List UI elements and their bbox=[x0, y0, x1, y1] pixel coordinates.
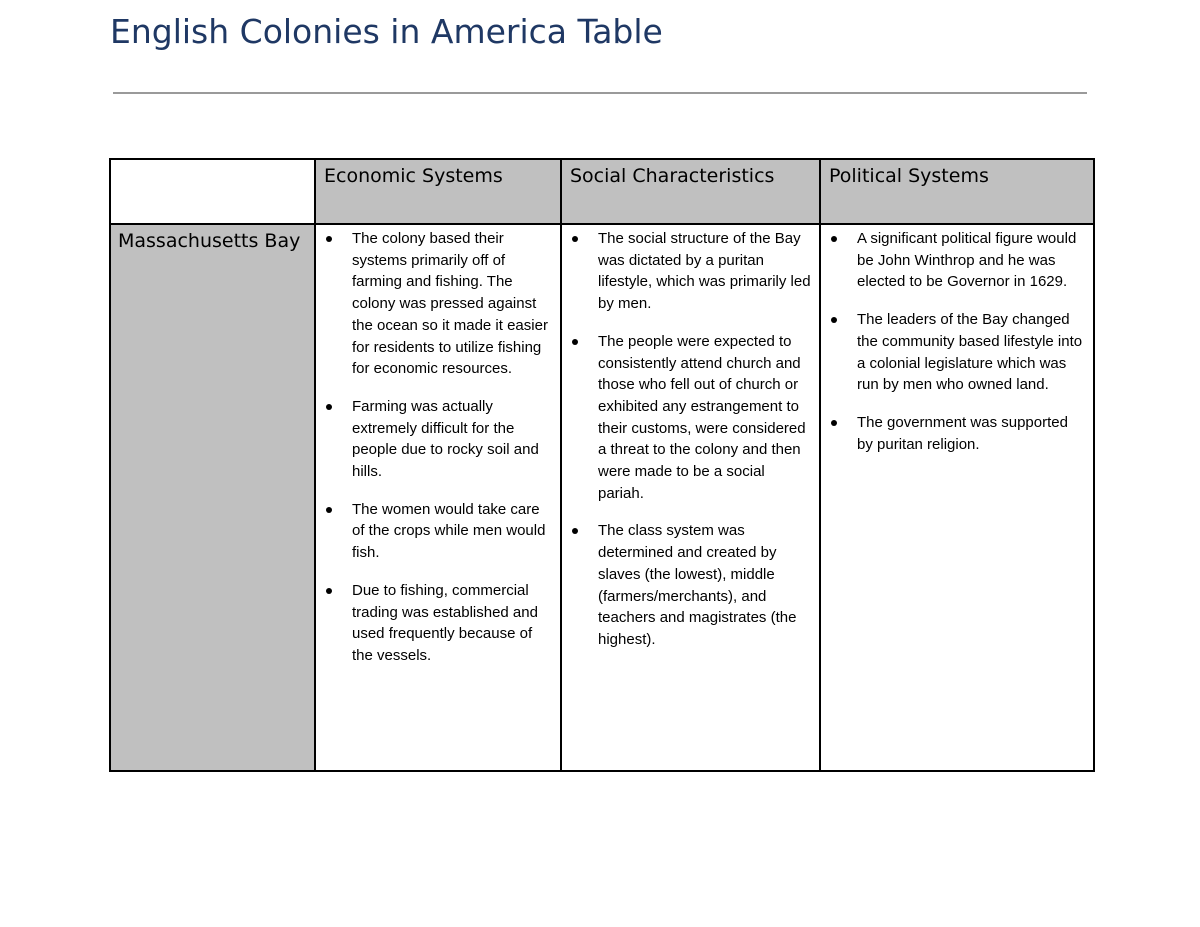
header-political-systems: Political Systems bbox=[820, 159, 1094, 224]
page-title: English Colonies in America Table bbox=[110, 12, 663, 51]
social-bullet-list bbox=[562, 225, 819, 651]
header-social-characteristics: Social Characteristics bbox=[561, 159, 820, 224]
list-item: Due to fishing, commercial trading was established and used frequently because of the vessels. bbox=[352, 580, 554, 667]
title-divider bbox=[113, 92, 1087, 94]
list-item: The government was supported by puritan religion. bbox=[857, 412, 1087, 455]
list-item: A significant political figure would be John Winthrop and he was elected to be Governor in 1629. bbox=[857, 228, 1087, 293]
economic-systems-cell bbox=[315, 224, 561, 771]
colonies-table bbox=[109, 158, 1095, 772]
list-item: The class system was determined and created by slaves (the lowest), middle (farmers/merchants), and teachers and magistrates (the highest). bbox=[598, 520, 813, 650]
economic-bullet-list bbox=[316, 225, 560, 667]
list-item: Farming was actually extremely difficult for the people due to rocky soil and hills. bbox=[352, 396, 554, 483]
table-row bbox=[110, 224, 1094, 771]
list-item: The people were expected to consistently attend church and those who fell out of church or exhibited any estrangement to their customs, were considered a threat to the colony and then were made to be a social pariah. bbox=[598, 331, 813, 505]
political-bullet-list bbox=[821, 225, 1093, 455]
list-item: The leaders of the Bay changed the community based lifestyle into a colonial legislature which was run by men who owned land. bbox=[857, 309, 1087, 396]
header-corner-cell bbox=[110, 159, 315, 224]
header-economic-systems: Economic Systems bbox=[315, 159, 561, 224]
list-item: The women would take care of the crops while men would fish. bbox=[352, 499, 554, 564]
row-label-massachusetts-bay: Massachusetts Bay bbox=[110, 224, 315, 771]
political-systems-cell bbox=[820, 224, 1094, 771]
table-header-row bbox=[110, 159, 1094, 224]
social-characteristics-cell bbox=[561, 224, 820, 771]
list-item: The social structure of the Bay was dictated by a puritan lifestyle, which was primarily led by men. bbox=[598, 228, 813, 315]
list-item: The colony based their systems primarily off of farming and fishing. The colony was pressed against the ocean so it made it easier for residents to utilize fishing for economic resources. bbox=[352, 228, 554, 380]
